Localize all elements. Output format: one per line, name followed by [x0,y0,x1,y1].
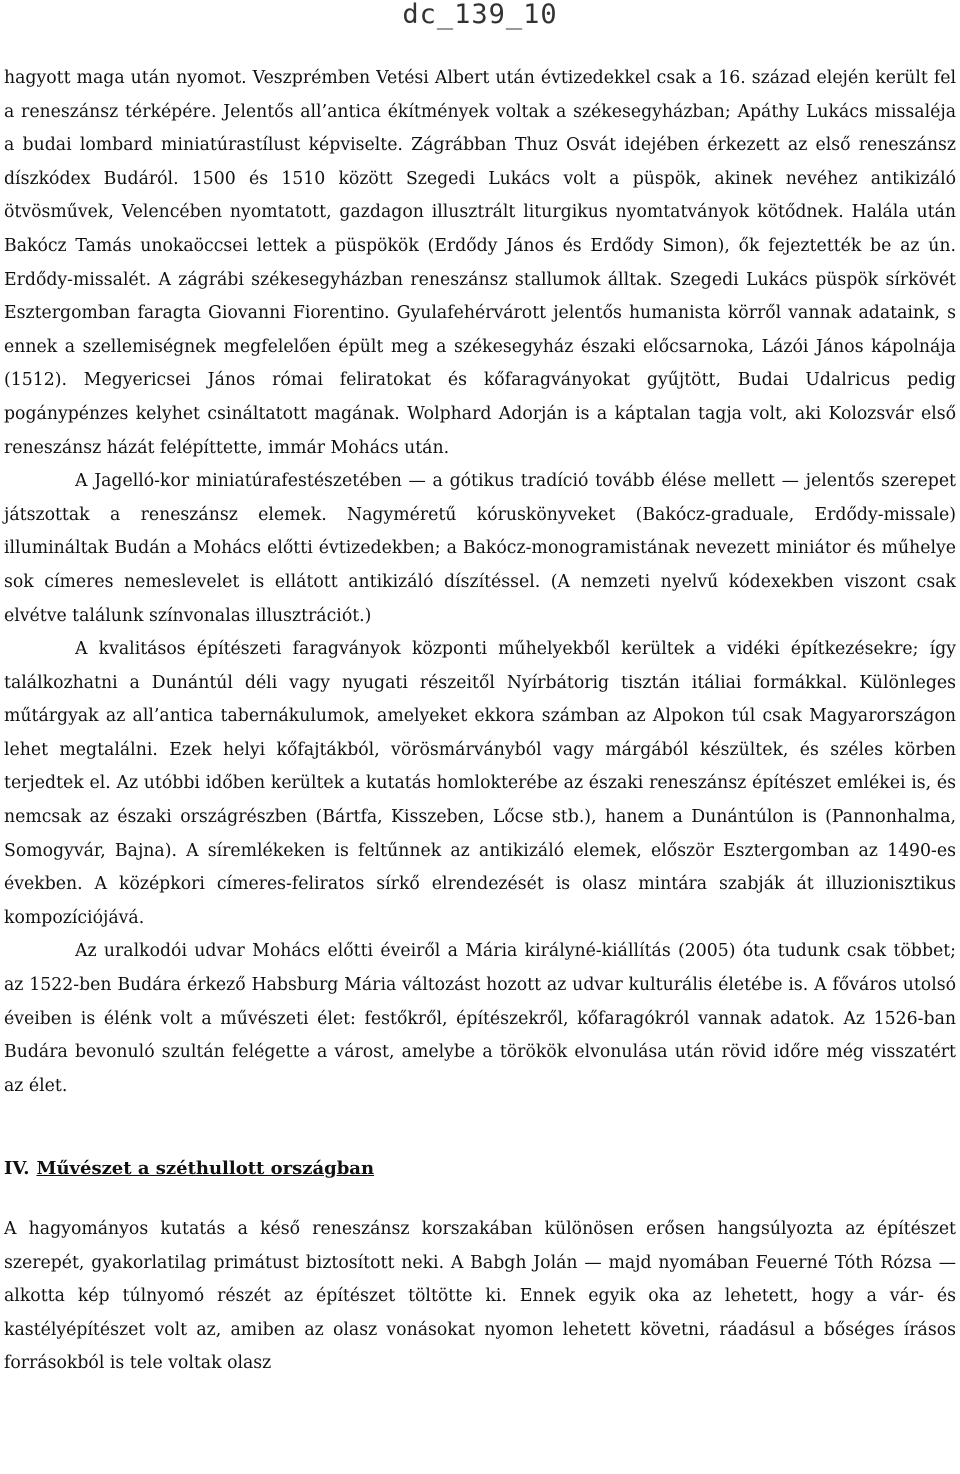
document-body [4,62,956,1381]
paragraph-4: Az uralkodói udvar Mohács előtti éveiről a Mária királyné-kiállítás (2005) óta tudunk csak többet; az 1522-ben Budára érkező Habsburg Mária változást hozott az udvar kulturális életébe is. A főváros utolsó éveiben is élénk volt a művészeti élet: festőkről, építészekről, kőfaragókról vannak adatok. Az 1526-ban Budára bevonuló szultán felégette a várost, amelybe a törökök elvonulása után rövid időre még visszatért az élet. [4,941,956,1096]
paragraph-5: A hagyományos kutatás a késő reneszánsz korszakában különösen erősen hangsúlyozta az építészet szerepét, gyakorlatilag primátust biztosított neki. A Babgh Jolán — majd nyomában Feuerné Tóth Rózsa — alkotta kép túlnyomó részét az építészet töltötte ki. Ennek egyik oka az lehetett, hogy a vár- és kastélyépítészet volt az, amiben az olasz vonásokat nyomon lehetett követni, ráadásul a bőséges írásos forrásokból is tele voltak olasz [4,1219,956,1374]
paragraph-3: A kvalitásos építészeti faragványok központi műhelyekből kerültek a vidéki építkezésekre; így találkozhatni a Dunántúl déli vagy nyugati részeitől Nyírbátorig tisztán itáliai formákkal. Különleges műtárgyak az all’antica tabernákulumok, amelyeket ekkora számban az Alpokon túl csak Magyarországon lehet megtalálni. Ezek helyi kőfajtákból, vörösmárványból vagy márgából készültek, és széles körben terjedtek el. Az utóbbi időben kerültek a kutatás homlokterébe az északi reneszánsz építészet emlékei is, és nemcsak az északi országrészben (Bártfa, Kisszeben, Lőcse stb.), hanem a Dunántúlon is (Pannonhalma, Somogyvár, Bajna). A síremlékeken is feltűnnek az antikizáló elemek, először Esztergomban az 1490-es években. A középkori címeres-feliratos sírkő elrendezését is olasz mintára szabják át illuzionisztikus kompozíciójává. [4,639,956,928]
section-number: IV. [4,1158,30,1180]
paragraph-1: hagyott maga után nyomot. Veszprémben Vetési Albert után évtizedekkel csak a 16. század elején került fel a reneszánsz térképére. Jelentős all’antica ékítmények voltak a székesegyházban; Apáthy Lukács missaléja a budai lombard miniatúrastílust képviselte. Zágrábban Thuz Osvát idejében érkezett az első reneszánsz díszkódex Budáról. 1500 és 1510 között Szegedi Lukács volt a püspök, akinek nevéhez antikizáló ötvösművek, Velencében nyomtatott, gazdagon illusztrált liturgikus nyomtatványok kötődnek. Halála után Bakócz Tamás unokaöccsei lettek a püspökök (Erdődy János és Erdődy Simon), ők fejeztették be az ún. Erdődy-missalét. A zágrábi székesegyházban reneszánsz stallumok álltak. Szegedi Lukács püspök sírkövét Esztergomban faragta Giovanni Fiorentino. Gyulafehérvárott jelentős humanista körről vannak adataink, s ennek a szellemiségnek megfelelően épült meg a székesegyház északi előcsarnoka, Lázói János kápolnája (1512). Megyericsei János római feliratokat és kőfaragványokat gyűjtött, Budai Udalricus pedig pogánypénzes kelyhet csináltatott magának. Wolphard Adorján is a káptalan tagja volt, aki Kolozsvár első reneszánsz házát felépíttette, immár Mohács után. [4,68,956,458]
paragraph-2: A Jagelló-kor miniatúrafestészetében — a gótikus tradíció tovább élése mellett — jelentős szerepet játszottak a reneszánsz elemek. Nagyméretű kóruskönyveket (Bakócz-graduale, Erdődy-missale) illumináltak Budán a Mohács előtti évtizedekben; a Bakócz-monogramistának nevezett miniátor és műhelye sok címeres nemeslevelet is ellátott antikizáló díszítéssel. (A nemzeti nyelvű kódexekben viszont csak elvétve találunk színvonalas illusztrációt.) [4,471,956,626]
section-title: Művészet a széthullott országban [36,1158,375,1180]
document-code-header: dc_139_10 [402,0,558,30]
section-heading [4,1152,956,1186]
